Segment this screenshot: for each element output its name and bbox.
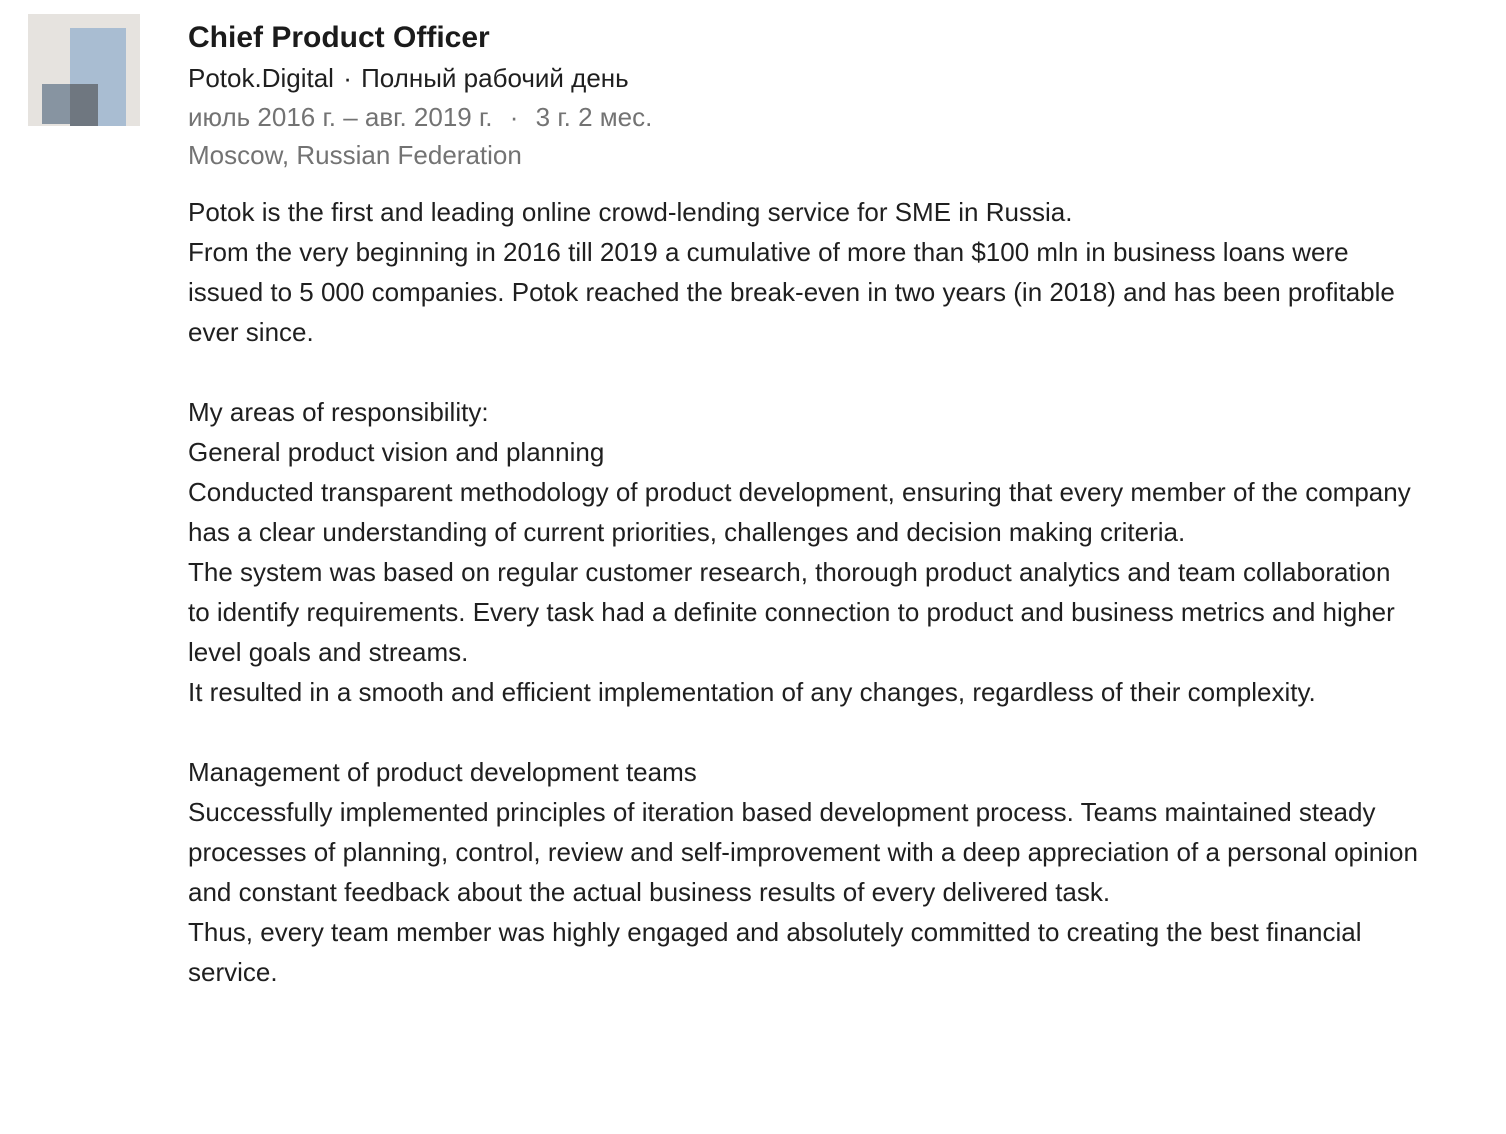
description-paragraph: Conducted transparent methodology of product development, ensuring that every member of the company has a clear understanding of current priorities, challenges and decision making criteria. bbox=[188, 477, 1411, 547]
job-title: Chief Product Officer bbox=[188, 21, 490, 54]
job-description bbox=[188, 192, 1418, 992]
dates-line bbox=[188, 98, 1418, 136]
description-paragraph: Management of product development teams bbox=[188, 757, 697, 787]
location: Moscow, Russian Federation bbox=[188, 140, 522, 170]
logo-block-mid bbox=[70, 84, 98, 126]
date-range: июль 2016 г. – авг. 2019 г. bbox=[188, 102, 493, 132]
description-paragraph: Potok is the first and leading online crowd-lending service for SME in Russia. bbox=[188, 197, 1073, 227]
employment-type: Полный рабочий день bbox=[361, 63, 629, 93]
duration: 3 г. 2 мес. bbox=[535, 102, 653, 132]
description-paragraph: From the very beginning in 2016 till 2019 a cumulative of more than $100 mln in business loans were issued to 5 000 companies. Potok reached the break-even in two years (in 2018) and has been profitable ever since. bbox=[188, 237, 1395, 347]
description-paragraph: It resulted in a smooth and efficient implementation of any changes, regardless of their complexity. bbox=[188, 677, 1316, 707]
logo-block-low bbox=[42, 84, 70, 124]
description-paragraph: General product vision and planning bbox=[188, 437, 605, 467]
description-paragraph: Successfully implemented principles of iteration based development process. Teams maintained steady processes of planning, control, review and self-improvement with a deep appreciation of a personal opinion and constant feedback about the actual business results of every delivered task. bbox=[188, 797, 1418, 907]
paragraph-spacer bbox=[188, 352, 1418, 392]
company-line bbox=[188, 58, 1418, 98]
company-name[interactable]: Potok.Digital bbox=[188, 63, 334, 93]
experience-entry bbox=[188, 18, 1418, 992]
separator-dot: · bbox=[509, 102, 519, 132]
description-paragraph: My areas of responsibility: bbox=[188, 397, 489, 427]
description-paragraph: The system was based on regular customer research, thorough product analytics and team collaboration to identify requirements. Every task had a definite connection to product and business metrics and higher level goals and streams. bbox=[188, 557, 1395, 667]
separator-dot: · bbox=[343, 63, 352, 93]
paragraph-spacer bbox=[188, 712, 1418, 752]
company-logo-icon[interactable] bbox=[28, 14, 140, 126]
description-paragraph: Thus, every team member was highly engaged and absolutely committed to creating the best financial service. bbox=[188, 917, 1362, 987]
